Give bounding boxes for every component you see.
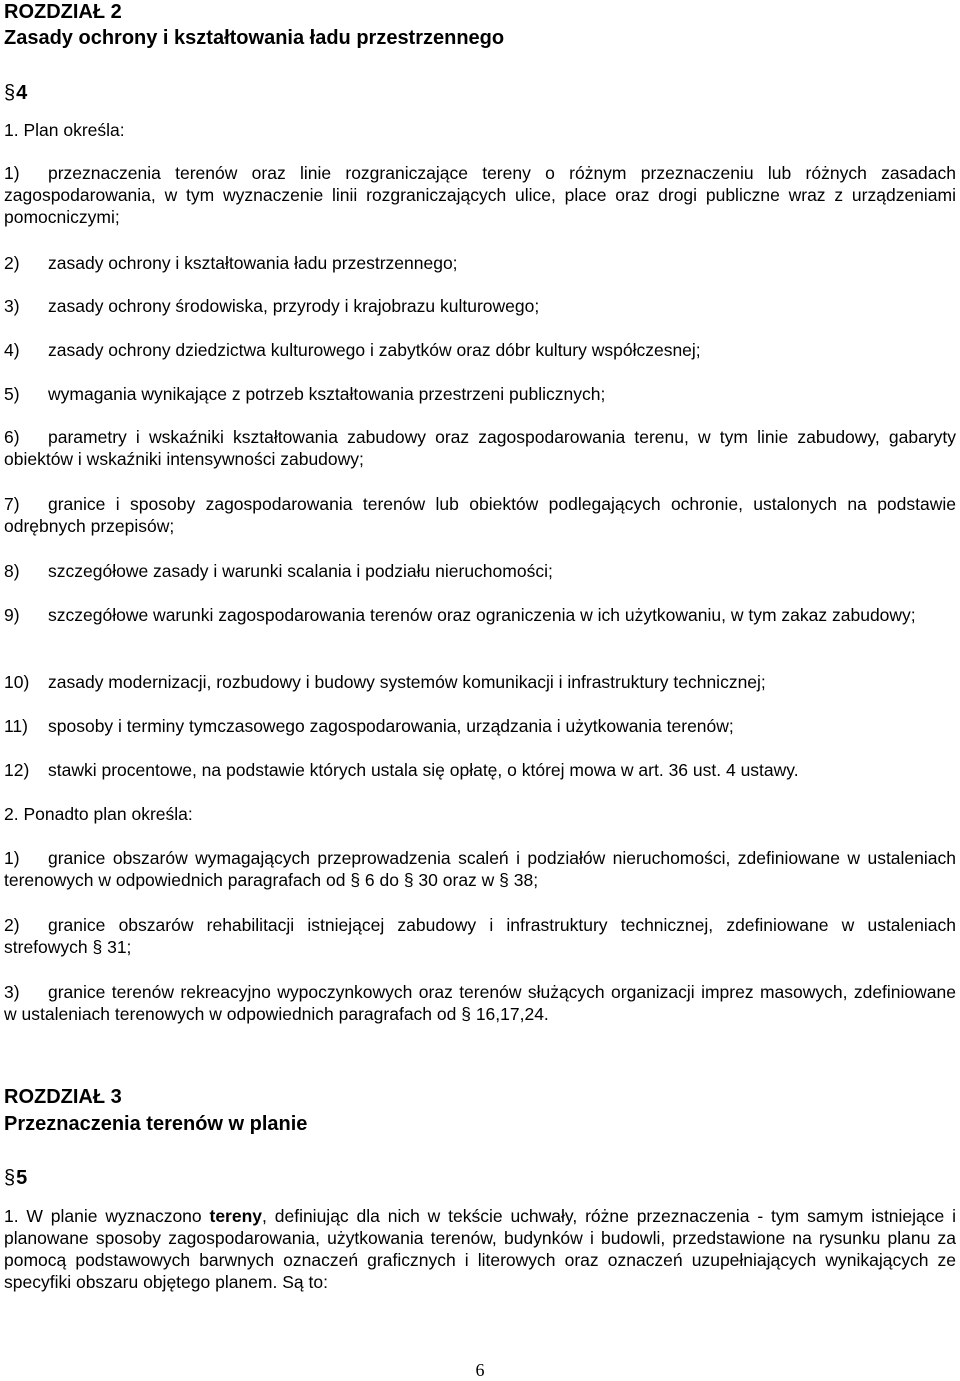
paragraph-text: , definiując dla nich w tekście uchwały, różne przeznaczenia - tym samym istniejące i planowane sposoby zagospodarowania, użytkowania terenów, budynków i budowli, przedstawione na rysunku planu za pomocą podstawowych barwnych oznaczeń graficznych i literowych oraz oznaczeń uzupełniających wynikających ze specyfiki obszaru objętego planem. Są to: [4,1206,956,1292]
list-item-text: stawki procentowe, na podstawie których ustala się opłatę, o której mowa w art. 36 ust. 4 ustawy. [48,760,799,780]
list-item [4,252,956,274]
page-number: 6 [475,1360,485,1380]
list-item-label: 9) [4,605,20,625]
list-item-label: 12) [4,760,30,780]
chapter-2-title: ROZDZIAŁ 2 [4,1,122,23]
list-item-label: 2) [4,253,20,273]
section-5-paragraph [4,1205,956,1293]
list-item [4,339,956,361]
list-item-label: 1) [4,848,20,868]
list-item-label: 6) [4,427,20,447]
list-item-text: granice obszarów wymagających przeprowadzenia scaleń i podziałów nieruchomości, zdefiniowane w ustaleniach terenowych w odpowiednich paragrafach od § 6 do § 30 oraz w § 38; [4,848,956,890]
section-5-heading [4,1166,27,1190]
list-item [4,981,956,1025]
list-item-label: 10) [4,672,30,692]
paragraph-bold-term: tereny [209,1206,263,1226]
section-4-intro-2: 2. Ponadto plan określa: [4,804,193,824]
list-item-text: zasady ochrony środowiska, przyrody i krajobrazu kulturowego; [48,296,540,316]
list-item [4,426,956,470]
section-4-heading [4,81,27,105]
list-item-label: 3) [4,296,20,316]
list-item [4,604,956,626]
list-item-text: zasady ochrony dziedzictwa kulturowego i zabytków oraz dóbr kultury współczesnej; [48,340,701,360]
list-item-label: 5) [4,384,20,404]
list-item [4,162,956,228]
list-item-text: parametry i wskaźniki kształtowania zabudowy oraz zagospodarowania terenu, w tym linie zabudowy, gabaryty obiektów i wskaźniki intensywności zabudowy; [4,427,956,469]
list-item-text: zasady modernizacji, rozbudowy i budowy systemów komunikacji i infrastruktury technicznej; [48,672,766,692]
list-item-label: 2) [4,915,20,935]
section-4-intro: 1. Plan określa: [4,120,125,140]
paragraph-text: 1. W planie wyznaczono [4,1206,210,1226]
list-item [4,759,956,781]
list-item-label: 3) [4,982,20,1002]
list-item-text: granice i sposoby zagospodarowania terenów lub obiektów podlegających ochronie, ustalonych na podstawie odrębnych przepisów; [4,494,956,536]
list-item [4,914,956,958]
list-item [4,295,956,317]
list-item-label: 4) [4,340,20,360]
list-item-text: zasady ochrony i kształtowania ładu przestrzennego; [48,253,458,273]
list-item-text: sposoby i terminy tymczasowego zagospodarowania, urządzania i użytkowania terenów; [48,716,734,736]
list-item-text: granice terenów rekreacyjno wypoczynkowych oraz terenów służących organizacji imprez masowych, zdefiniowane w ustaleniach terenowych w odpowiednich paragrafach od § 16,17,24. [4,982,956,1024]
list-item-label: 8) [4,561,20,581]
chapter-3-title: ROZDZIAŁ 3 [4,1086,122,1108]
section-number: 5 [16,1167,28,1189]
section-number: 4 [16,82,28,104]
list-item-text: szczegółowe warunki zagospodarowania terenów oraz ograniczenia w ich użytkowaniu, w tym zakaz zabudowy; [48,605,916,625]
list-item-text: przeznaczenia terenów oraz linie rozgraniczające tereny o różnym przeznaczeniu lub różnych zasadach zagospodarowania, w tym wyznaczenie linii rozgraniczających ulice, place oraz drogi publiczne wraz z urządzeniami pomocniczymi; [4,163,956,227]
list-item-text: szczegółowe zasady i warunki scalania i podziału nieruchomości; [48,561,553,581]
list-item [4,671,956,693]
list-item [4,383,956,405]
list-item-text: granice obszarów rehabilitacji istniejącej zabudowy i infrastruktury technicznej, zdefiniowane w ustaleniach strefowych § 31; [4,915,956,957]
chapter-3-subtitle: Przeznaczenia terenów w planie [4,1113,308,1135]
list-item-label: 7) [4,494,20,514]
list-item-label: 1) [4,163,20,183]
list-item-label: 11) [4,716,28,736]
list-item-text: wymagania wynikające z potrzeb kształtowania przestrzeni publicznych; [48,384,606,404]
chapter-2-subtitle: Zasady ochrony i kształtowania ładu przestrzennego [4,27,505,49]
list-item [4,493,956,537]
list-item [4,715,956,737]
list-item [4,847,956,891]
section-symbol: § [4,82,16,104]
list-item [4,560,956,582]
section-symbol: § [4,1167,16,1189]
